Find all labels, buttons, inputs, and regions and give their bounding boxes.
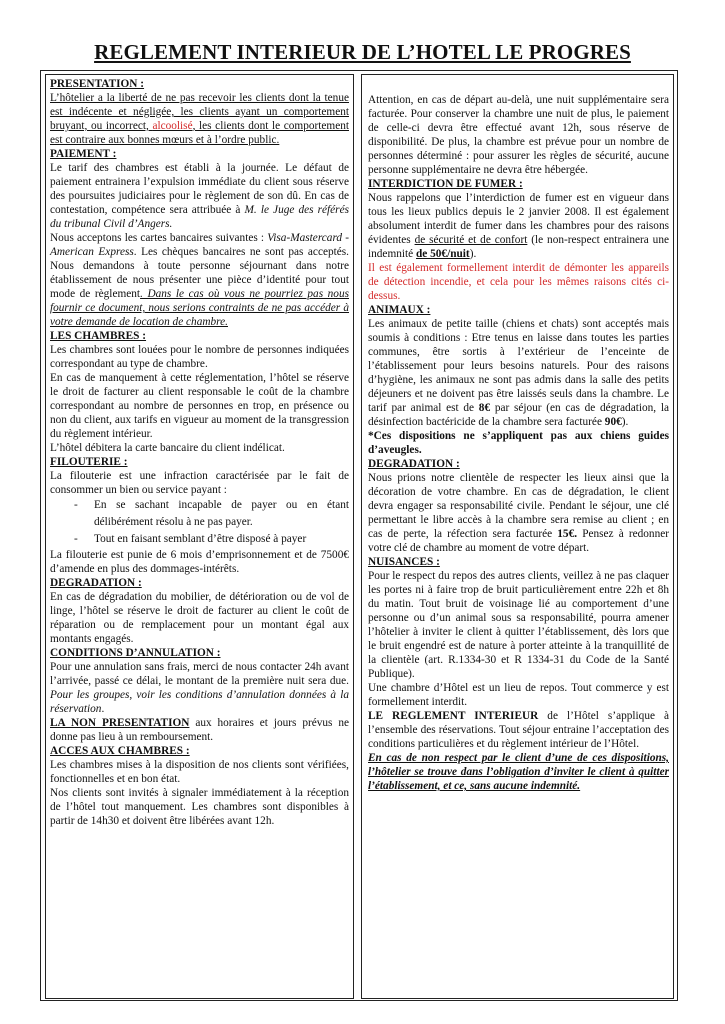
section-non-presentation: LA NON PRESENTATION aux horaires et jours prévus ne donne pas lieu à un remboursement. (50, 717, 349, 743)
heading-animaux: ANIMAUX : (368, 304, 431, 316)
heading-degradation-right: DEGRADATION : (368, 458, 460, 470)
heading-annulation: CONDITIONS D’ANNULATION : (50, 647, 221, 659)
chambres-manquement: En cas de manquement à cette réglementation, l’hôtel se réserve le droit de facturer au client responsable le coût de la chambre correspondant au nombre de personnes en trop, en présence ou non du client, aux tarifs en vigueur au moment de la transgression du règlement intérieur. (50, 372, 349, 440)
final-disposition: En cas de non respect par le client d’une de ces dispositions, l’hôtelier se trouve dans l’obligation d’inviter le client à quitter l’établissement, et ce, sans aucune indemnité. (368, 752, 669, 792)
nuisances-repos: Une chambre d’Hôtel est un lieu de repos. Tout commerce y est formellement interdit. (368, 682, 669, 708)
chambres-debit: L’hôtel débitera la carte bancaire du client indélicat. (50, 442, 285, 454)
section-fumer: INTERDICTION DE FUMER : Nous rappelons que l’interdiction de fumer est en vigueur dans tous les lieux publics depuis le 2 janvier 2008. Il est également absolument interdit de fumer dans les chambres pour des raisons évidentes de sécurité et de confort (le non-respect entrainera une indemnité de 50€/nuit). (368, 178, 669, 260)
filouterie-sanction: La filouterie est punie de 6 mois d’emprisonnement et de 7500€ d’amende en plus des dommages-intérêts. (50, 549, 349, 575)
fumer-detection-warning: Il est également formellement interdit de démonter les appareils de détection incendie, et cela pour les mêmes raisons cités ci-dessus. (368, 262, 669, 302)
animaux-guide-dogs: *Ces dispositions ne s’appliquent pas aux chiens guides d’aveugles. (368, 430, 669, 456)
list-item: - Tout en faisant semblant d’être disposé à payer (74, 531, 349, 548)
heading-acces: ACCES AUX CHAMBRES : (50, 745, 190, 757)
left-column (45, 74, 354, 999)
section-degradation-right: DEGRADATION : Nous prions notre clientèle de respecter les lieux ainsi que la décoration de votre chambre. En cas de dégradation, le client devra engager sa responsabilité civile. Pendant le séjour, une clé permettant le libre accès à la chambre sera remise au client ; en cas de perte, la réfection sera facturée 15€. Pensez à redonner votre clé de chambre au moment de votre départ. (368, 458, 669, 554)
heading-degradation-left: DEGRADATION : (50, 577, 142, 589)
alcoolise-word: alcoolisé (152, 120, 193, 132)
page-title: REGLEMENT INTERIEUR DE L’HOTEL LE PROGRES (94, 40, 631, 64)
right-intro: Attention, en cas de départ au-delà, une nuit supplémentaire sera facturée. Pour conserver la chambre une nuit de plus, le paiement de celle-ci devra être effectué avant 12h, sous réserve de disponibilité. De plus, la chambre est prévue pour un nombre de personnes déterminé : pour assurer les règles de sécurité, aucune personne supplémentaire ne devra être hébergée. (368, 94, 669, 176)
presentation-text: L’hôtelier a la liberté de ne pas recevoir les clients dont la tenue est indécente et négligée, les clients ayant un comportement bruyant, ou incorrect, alcoolisé, les clients dont le comportement est contraire aux bonnes mœurs et à l’ordre public. (50, 92, 349, 146)
section-acces: ACCES AUX CHAMBRES : Les chambres mises à la disposition de nos clients sont vérifiées, fonctionnelles et en bon état. (50, 745, 349, 785)
section-chambres: LES CHAMBRES : Les chambres sont louées pour le nombre de personnes indiquées correspondant au type de chambre. (50, 330, 349, 370)
heading-non-presentation: LA NON PRESENTATION (50, 717, 190, 729)
heading-filouterie: FILOUTERIE : (50, 456, 128, 468)
section-filouterie: FILOUTERIE : La filouterie est une infraction caractérisée par le fait de consommer un bien ou service payant : (50, 456, 349, 496)
heading-fumer: INTERDICTION DE FUMER : (368, 178, 523, 190)
list-item: - En se sachant incapable de payer ou en étant délibérément résolu à ne pas payer. (74, 497, 349, 531)
section-degradation-left: DEGRADATION : En cas de dégradation du mobilier, de détérioration ou de vol de linge, l’hôtel se réserve le droit de facturer au client le coût de réparation ou de remplacement pour un montant égal aux montants engagés. (50, 577, 349, 645)
paiement-cards: Nous acceptons les cartes bancaires suivantes : Visa-Mastercard - American Express. Les chèques bancaires ne sont pas acceptés. Nous demandons à toute personne séjournant dans notre établissement de nous présenter une pièce d’identité pour tout mode de règlement. Dans le cas où vous ne pourriez pas nous fournir ce document, nous serions contraints de ne pas accéder à votre demande de location de chambre. (50, 232, 350, 328)
heading-reglement: LE REGLEMENT INTERIEUR (368, 710, 539, 722)
section-presentation (50, 77, 349, 147)
acces-signaler: Nos clients sont invités à signaler immédiatement à la réception de l’hôtel tout manquement. Les chambres sont disponibles à partir de 14h30 et doivent être libérées avant 12h. (50, 787, 349, 827)
section-annulation: CONDITIONS D’ANNULATION : Pour une annulation sans frais, merci de nous contacter 24h avant l’arrivée, passé ce délai, le montant de la première nuit sera due. Pour les groupes, voir les conditions d’annulation données à la réservation. (50, 647, 349, 715)
heading-chambres: LES CHAMBRES : (50, 330, 147, 342)
filouterie-list (50, 497, 349, 548)
section-animaux: ANIMAUX : Les animaux de petite taille (chiens et chats) sont acceptés mais soumis à conditions : Etre tenus en laisse dans toutes les parties communes, être sortis à l’extérieur de l’enceinte de l’établissement pour leurs besoins naturels. Pour des raisons d’hygiène, les animaux ne sont pas admis dans la salle des petits déjeuners et ne doivent pas être laissés seuls dans la chambre. Le tarif par animal est de 8€ par séjour (en cas de dégradation, la désinfection bactéricide de la chambre sera facturée 90€). (368, 304, 669, 428)
heading-nuisances: NUISANCES : (368, 556, 440, 568)
section-paiement: PAIEMENT : Le tarif des chambres est établi à la journée. Le défaut de paiement entrainera l’expulsion immédiate du client sous réserve des poursuites judiciaires pour le règlement de son dû. En cas de contestation, compétence sera attribuée à M. le Juge des référés du tribunal Civil d’Angers. (50, 148, 349, 230)
right-column (361, 74, 674, 999)
heading-presentation: PRESENTATION : (50, 78, 145, 90)
heading-paiement: PAIEMENT : (50, 148, 117, 160)
section-nuisances: NUISANCES : Pour le respect du repos des autres clients, veillez à ne pas claquer les portes ni à faire trop de bruit particulièrement entre 22h et 8h du matin. Tout bruit de voisinage lié au comportement d’une personne ou d’un animal sous sa responsabilité, pourra amener l’hôtelier à inviter le client à quitter l’établissement, dès lors que le bruit engendré est de nature à porter atteinte à la tranquillité de la clientèle (art. R.1334-30 et R 1334-31 du Code de la Santé Publique). (368, 556, 669, 680)
section-reglement: LE REGLEMENT INTERIEUR de l’Hôtel s’applique à l’ensemble des réservations. Tout séjour entraine l’acceptation des conditions particulières et du règlement intérieur de l’Hôtel. (368, 710, 669, 750)
